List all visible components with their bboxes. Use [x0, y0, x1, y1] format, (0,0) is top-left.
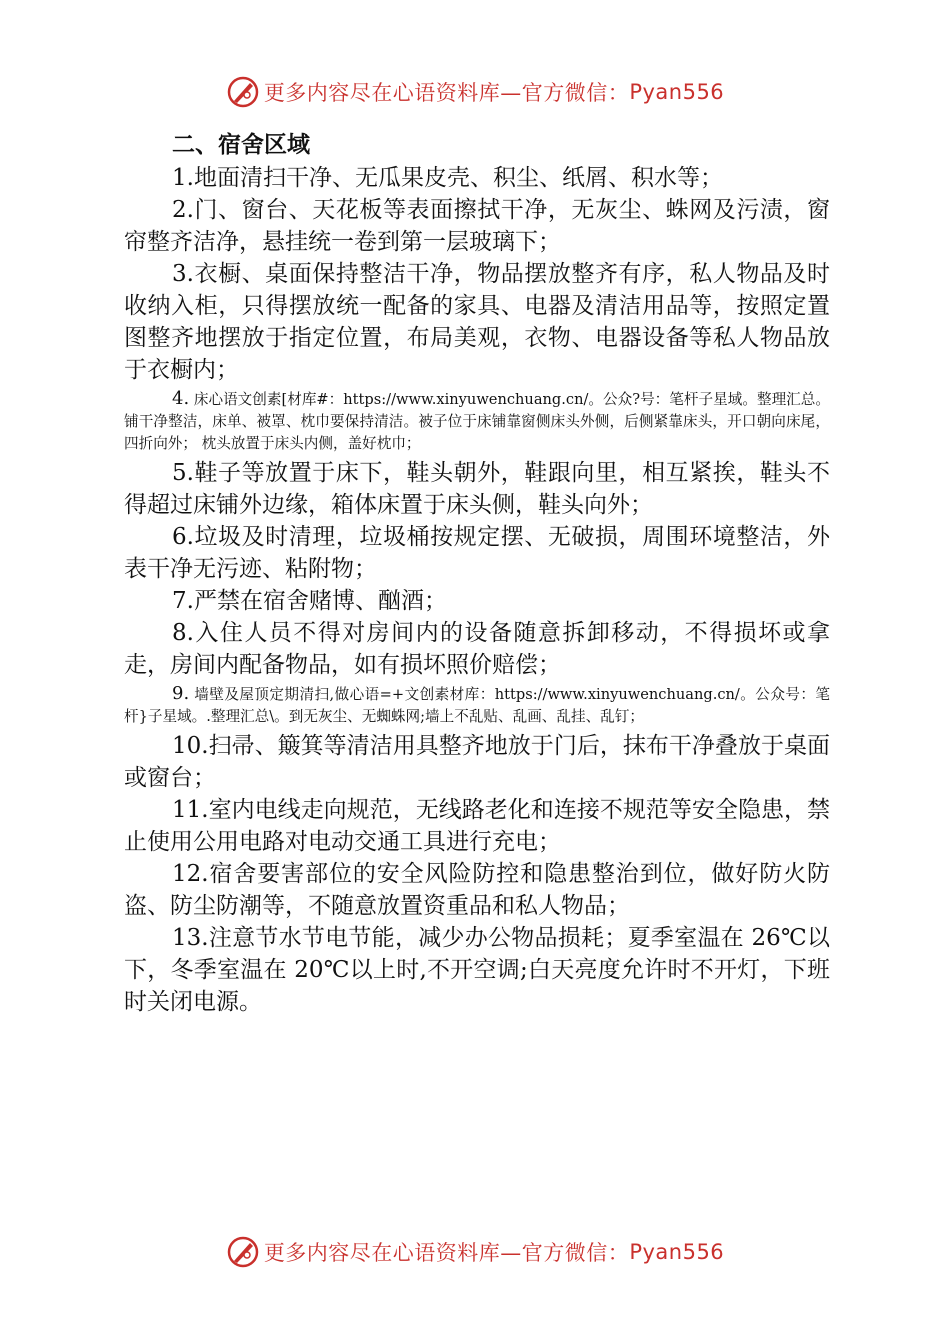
rule-item-3: 3.衣橱、桌面保持整洁干净，物品摆放整齐有序，私人物品及时收纳入柜，只得摆放统一配备的家具、电器及清洁用品等，按照定置图整齐地摆放于指定位置，布局美观，衣物、电器设备等私人物品放于衣橱内； [124, 261, 830, 383]
watermark-text: 更多内容尽在心语资料库—官方微信： [263, 1241, 630, 1265]
rule-item-4 [124, 388, 830, 455]
document-body [124, 128, 830, 1018]
rule-item-11: 11.室内电线走向规范，无线路老化和连接不规范等安全隐患，禁止使用公用电路对电动交通工具进行充电； [124, 797, 830, 855]
watermark-text: 更多内容尽在心语资料库—官方微信： [263, 81, 630, 105]
rule-item-6: 6.垃圾及时清理，垃圾桶按规定摆、无破损，周围环境整洁，外表干净无污迹、粘附物； [124, 524, 830, 582]
rule-item-7: 7.严禁在宿舍赌博、酗酒； [172, 588, 447, 614]
rule-item-8: 8.入住人员不得对房间内的设备随意拆卸移动，不得损坏或拿走，房间内配备物品，如有损坏照价赔偿； [124, 620, 830, 678]
header-watermark [0, 72, 950, 112]
rule-text: 墙壁及屋顶定期清扫,做心语=+文创素材库：https://www.xinyuwenchuang.cn/。公众号：笔杆}子星域。.整理汇总\。到无灰尘、无蜘蛛网;墙上不乱贴、乱画、乱挂、乱钉； [124, 686, 830, 725]
watermark-wechat-id: Pyan556 [629, 1240, 725, 1264]
rule-number: 9. [172, 683, 190, 704]
pen-logo-icon [226, 75, 260, 109]
watermark-wechat-id: Pyan556 [629, 80, 725, 104]
rule-item-9 [124, 683, 830, 728]
rule-item-2: 2.门、窗台、天花板等表面擦拭干净，无灰尘、蛛网及污渍，窗帘整齐洁净，悬挂统一卷到第一层玻璃下； [124, 197, 830, 255]
rule-item-13: 13.注意节水节电节能，减少办公物品损耗；夏季室温在 26℃以下，冬季室温在 20℃以上时,不开空调;白天亮度允许时不开灯，下班时关闭电源。 [124, 925, 830, 1015]
rule-item-12: 12.宿舍要害部位的安全风险防控和隐患整治到位，做好防火防盗、防尘防潮等，不随意放置资重品和私人物品； [124, 861, 830, 919]
rule-item-5: 5.鞋子等放置于床下，鞋头朝外，鞋跟向里，相互紧挨，鞋头不得超过床铺外边缘，箱体床置于床头侧，鞋头向外； [124, 460, 830, 518]
section-title: 二、宿舍区域 [172, 132, 310, 158]
pen-logo-icon [226, 1235, 260, 1269]
footer-watermark [0, 1232, 950, 1272]
rule-item-10: 10.扫帚、簸箕等清洁用具整齐地放于门后，抹布干净叠放于桌面或窗台； [124, 733, 830, 791]
rule-number: 4. [172, 388, 190, 409]
rule-text: 床心语文创素[材库#：https://www.xinyuwenchuang.cn/。公众?号：笔杆子星域。整理汇总。铺干净整洁，床单、被罩、枕巾要保持清洁。被子位于床铺靠窗侧床头外侧，后侧紧靠床头，开口朝向床尾，四折向外； 枕头放置于床头内侧，盖好枕巾； [124, 391, 830, 452]
rule-item-1: 1.地面清扫干净、无瓜果皮壳、积尘、纸屑、积水等； [172, 165, 723, 191]
